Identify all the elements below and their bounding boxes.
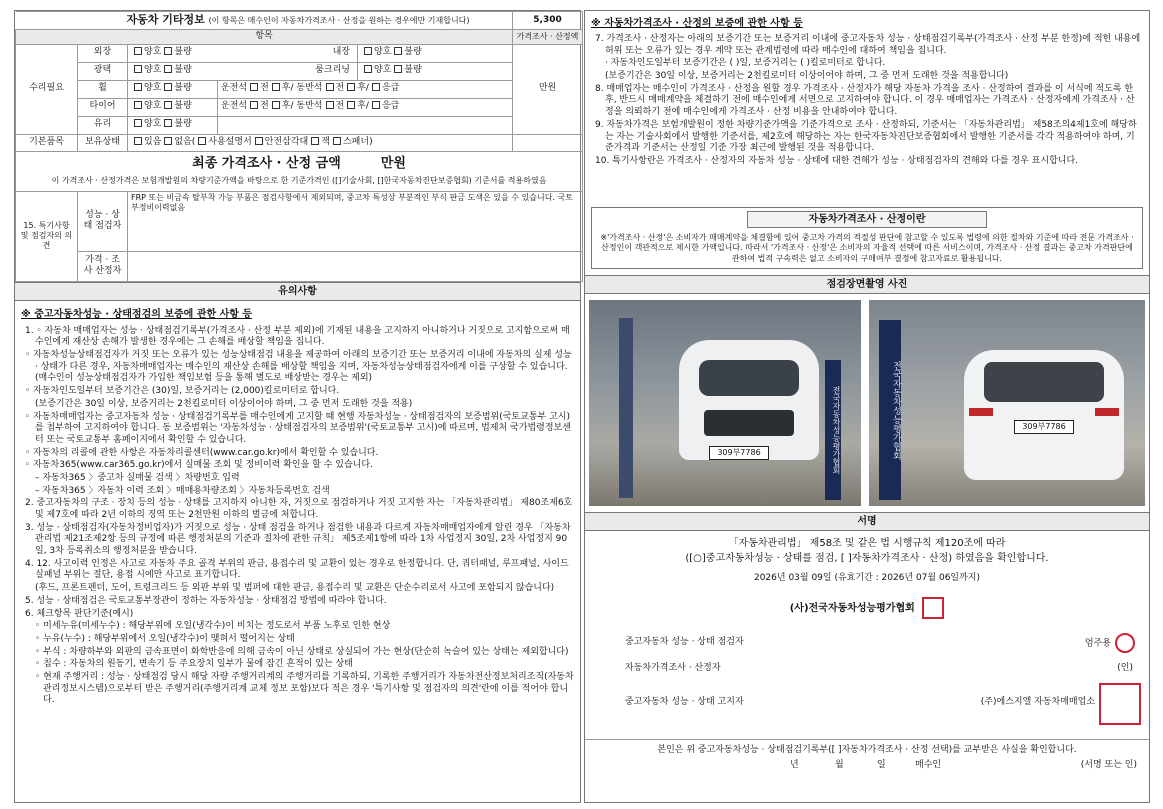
notice-item: ◦ 자동차인도일부터 보증기간은 (30)일, 보증거리는 (2,000)킬로미터로 합니다.	[25, 386, 340, 397]
price-item: 7. 가격조사 · 산정자는 아래의 보증기간 또는 보증거리 이내에 중고자동차 성능 · 상태점검기록부(가격조사 · 산정 부분 한정)에 적힌 내용에 허위 또는 오류가 있는 경우 계약 또는 관계법령에 따라 매수인에 대하여 책임을 집니다.	[595, 34, 1141, 56]
price-col-header: 가격조사 · 산정액	[513, 30, 583, 45]
price-surveyor-in: (인)	[1117, 663, 1133, 674]
price-item: 9. 자동차가격은 보험개발원이 정한 차량기준가액을 기준가격으로 조사 · 산정하되, 기준서는 「자동차관리법」 제58조의4제1호에 해당하는 자는 기술사회에서 발행한 기준서를, 제2호에 해당하는 자는 한국자동차진단보증협회에서 발행한 기준서를 각각 적용하여야 하며, 기준가격과 기준서는 산정일 기준 가장 최근에 발행된 것을 적용합니다.	[595, 119, 1137, 154]
checkbox[interactable]	[164, 119, 172, 127]
other-info-table: 자동차 기타정보 (이 항목은 매수인이 자동차가격조사 · 산정을 원하는 경우에만 기재합니다) 5,300 항목 가격조사 · 산정액 수리필요 외장 양호 불량 내장 양호 불량 만원 광택 양호 불량 룸크리닝 양호 불량 휠 양호 불량 운전석 전 후/ 동반석 전 후/ 응급 타이어 양호 불량 운전석 전 후/ 동반석 전 후/ 응급 유리 양호 불량 기본품목 보유상태 있음 없음( 사용설명서 안전삼각대 잭 스패너) 최종 가격조사 · 산정 금액 만원 이 가격조사 · 산정가격은 보험개발원의 차량기준가액을 바탕으로 한 기준가격인 ([]기술사회, []한국자동차진단보증협회) 기준서를 적용하였음 15. 특기사항 및 점검자의 의견 성능 · 상태 점검자 FRP 또는 비금속 탈부착 가능 부품은 점검사항에서 제외되며, 중고차 특성상 부분적인 부식 판금 도색은 있을 수 있습니다. 국토부정비이력없음 가격 · 조사 산정자	[15, 11, 583, 282]
checkbox[interactable]	[372, 83, 380, 91]
left-column	[14, 10, 581, 803]
checkbox[interactable]	[250, 101, 258, 109]
emergency-label: 응급	[381, 83, 400, 94]
checkbox[interactable]	[326, 101, 334, 109]
checkbox[interactable]	[372, 101, 380, 109]
driver-seat-label: 운전석	[221, 101, 248, 112]
photos-title: 점검장면촬영 사진	[585, 275, 1149, 294]
plate-rear: 309부7786	[1014, 420, 1074, 434]
notice-item: ◦ 자동차365(www.car365.go.kr)에서 실매물 조회 및 정비이력 확인을 할 수 있습니다.	[25, 460, 373, 471]
buyer-label: 매수인	[915, 760, 942, 771]
photos-area	[585, 294, 1149, 512]
notice-item: ◦ 부식 : 차량하부와 외판의 금속표면이 화학반응에 의해 금속이 아닌 상태로 상실되어 가는 현상(단순히 녹슬어 있는 상태는 제외합니다)	[35, 646, 569, 657]
option-label: 사용설명서	[208, 136, 252, 147]
definition-text: ※'가격조사 · 산정'은 소비자가 매매계약을 체결함에 있어 중고차 가격의 적절성 판단에 참고할 수 있도록 법령에 의한 절차와 기준에 따라 전문 가격조사 · 산정인이 객관적으로 제시한 가액입니다. 따라서 '가격조사 · 산정'은 소비자의 자율적 선택에 따른 서비스이며, 가격조사 · 산정 결과는 중고차 가격판단에 관하여 법적 구속력은 없고 소비자의 구매여부 결정에 참고자료로 활용됩니다.	[600, 233, 1134, 263]
notice-item: 4. 12. 사고이력 인정은 사고로 자동차 주요 골격 부위의 판금, 용접수리 및 교환이 있는 경우로 한정합니다. 단, 쿼터패널, 루프패널, 사이드실패널 부위는 절단, 용접 시에만 사고로 표기합니다.	[25, 558, 569, 581]
notifier-seal-stamp	[1099, 683, 1141, 725]
final-desc-end: ]한국자동차진단보증협회) 기준서를 적용하였음	[380, 175, 547, 185]
definition-title: 자동차가격조사 · 산정이란	[747, 211, 987, 228]
option-label: 잭	[321, 136, 330, 147]
notice-item: – 자동차365 〉자동차 이력 조회 〉매매용차량조회 〉자동차등록번호 검색	[35, 485, 330, 496]
option-label: 없음	[174, 136, 192, 147]
checkbox[interactable]	[134, 119, 142, 127]
notice-item: (후드, 프론트펜더, 도어, 트렁크리드 등 외판 부위 및 범퍼에 대한 판금, 용접수리 및 교환은 단순수리로서 사고에 포함되지 않습니다)	[35, 583, 555, 594]
checkbox[interactable]	[134, 47, 142, 55]
option-label: 불량	[404, 65, 422, 76]
checkbox[interactable]	[164, 101, 172, 109]
front-label: 전	[335, 101, 345, 112]
notice-list	[21, 326, 574, 707]
price-item: · 자동차인도일부터 보증기간은 ( )일, 보증거리는 ( )킬로미터로 합니다.	[605, 58, 886, 69]
checkbox[interactable]	[134, 101, 142, 109]
option-label: 안전삼각대	[264, 136, 309, 147]
lift-pillar	[619, 318, 633, 498]
buyer-signature: (서명 또는 인)	[1080, 760, 1137, 771]
final-price-title: 최종 가격조사 · 산정 금액	[192, 156, 341, 172]
checkbox[interactable]	[394, 65, 402, 73]
checkbox[interactable]	[394, 47, 402, 55]
sign-line-2: ([○]중고자동차성능 · 상태를 점검, [ ]자동차가격조사 · 산정) 하였음을 확인합니다.	[685, 553, 1049, 565]
inspector-name: 엄주용	[1084, 638, 1111, 649]
signature-title: 서명	[585, 512, 1149, 531]
notice-item: ◦ 침수 : 자동차의 원동기, 변속기 등 주요장치 일부가 물에 잠긴 흔적이 있는 상태	[35, 659, 353, 670]
signature-section	[585, 531, 1149, 789]
tail-light	[1095, 408, 1119, 416]
rear-label: 후	[357, 83, 366, 94]
front-label: 전	[260, 101, 269, 112]
notice-item: (보증기간은 30일 이상, 보증거리는 2천킬로미터 이상이어야 하며, 그 중 먼저 도래한 것을 적용)	[35, 398, 413, 409]
checkbox[interactable]	[364, 47, 372, 55]
date-day: 일	[877, 760, 886, 771]
option-label: 양호	[144, 101, 162, 112]
row-label: 광택	[78, 62, 128, 80]
front-label: 전	[335, 83, 345, 94]
checkbox[interactable]	[164, 83, 172, 91]
checkbox[interactable]	[198, 137, 206, 145]
checkbox[interactable]	[134, 65, 142, 73]
option-label: 양호	[144, 119, 162, 130]
notice-item: ◦ 미세누유(미세누수) : 해당부위에 오일(냉각수)이 비치는 정도로서 부품 노후로 인한 현상	[35, 621, 391, 632]
price-item: 8. 매매업자는 매수인이 가격조사 · 산정을 원할 경우 가격조사 · 산정자가 해당 자동차 가격을 조사 · 산정하여 결과를 이 서식에 적도록 한 후, 반드시 매매계약을 체결하기 전에 매수인에게 서면으로 고지하여야 합니다. 이 경우 매매업자는 가격조사 · 산정자에게 가격조사 · 산정을 의뢰하기 전에 매수인에게 가격조사 · 산정 비용을 안내하여야 합니다.	[595, 83, 1135, 118]
repair-unit: 만원	[513, 44, 583, 134]
checkbox[interactable]	[272, 83, 280, 91]
option-label: 불량	[174, 101, 192, 112]
date-year: 년	[790, 760, 799, 771]
notice-item: ◦ 누유(누수) : 해당부위에서 오일(냉각수)이 맺혀서 떨어지는 상태	[35, 633, 295, 644]
notifier-name: (주)에스지엘 자동차매매업소	[980, 697, 1095, 708]
notifier-label: 중고자동차 성능 · 상태 고지자	[625, 697, 744, 708]
notice-title: 유의사항	[15, 282, 580, 301]
notice-heading: ※ 중고자동차성능 · 상태점검의 보증에 관한 사항 등	[21, 308, 253, 320]
rear-label: 후	[281, 83, 291, 94]
option-label: 불량	[174, 47, 192, 58]
option-label: 불량	[404, 47, 422, 58]
inspector-opinion: FRP 또는 비금속 탈부착 가능 부품은 점검사항에서 제외되며, 중고차 특성상 부분적인 부식 판금 도색은 있을 수 있습니다. 국토부정비이력없음	[128, 191, 583, 251]
option-label: 불량	[174, 65, 192, 76]
rear-label: 후	[357, 101, 366, 112]
checkbox[interactable]	[164, 65, 172, 73]
definition-box	[591, 207, 1143, 269]
sign-date: 2026년 03월 09일 (유효기간 : 2026년 07월 06일까지)	[753, 573, 981, 584]
row-label: 룸크리닝	[315, 65, 350, 76]
row-label: 유리	[78, 116, 128, 134]
notice-item: 3. 성능 · 상태점검자(자동차정비업자)가 거짓으로 성능 · 상태 점검을 하거나 점검한 내용과 다르게 자동차매매업자에게 알린 경우 「자동차관리법 제21조제2항 등의 규정에 따른 행정처분의 기준과 절차에 관한 규칙」 제5조제1항에 따라 1차 사업정지 30일, 2차 사업정지 90일, 3차 등록취소의 행정처분을 받습니다.	[25, 522, 571, 557]
receipt-confirm: 본인은 위 중고자동차성능 · 상태점검기록부([ ]자동차가격조사 · 산정 선택)를 교부받은 사실을 확인합니다.	[657, 745, 1077, 756]
divider	[585, 739, 1149, 740]
price-guarantee-heading: ※ 자동차가격조사 · 산정의 보증에 관한 사항 등	[591, 18, 803, 29]
association-banner: 전국자동차성능평가협회	[825, 360, 841, 500]
other-info-note: (이 항목은 매수인이 자동차가격조사 · 산정을 원하는 경우에만 기재합니다)	[208, 16, 470, 26]
option-label: 양호	[374, 65, 392, 76]
option-label: 양호	[144, 65, 162, 76]
rear-photo	[869, 300, 1145, 506]
notice-item: 5. 성능 · 상태점검은 국토교통부장관이 정하는 자동차성능 · 상태점검 방법에 따라야 합니다.	[25, 595, 387, 606]
checkbox[interactable]	[326, 83, 334, 91]
basic-items-label: 기본품목	[16, 134, 78, 151]
checkbox[interactable]	[347, 83, 355, 91]
rear-label: 후	[281, 101, 291, 112]
checkbox[interactable]	[255, 137, 263, 145]
right-column	[584, 10, 1150, 803]
option-label: 불량	[174, 119, 192, 130]
final-price-unit: 만원	[380, 156, 406, 172]
notice-item: ◦ 현재 주행거리 : 성능 · 상태점검 당시 해당 자량 주행거리계의 주행거리를 기록하되, 기록한 주행거리가 자동차전산정보처리조직(자동차관리정보시스템)으로부터 받은 주행거리(주행거리계 교체 정보 포함)보다 적은 경우 '특기사항 및 점검자의 의견'란에 이를 적어야 합니다.	[35, 671, 574, 706]
price-item: (보증기간은 30일 이상, 보증거리는 2천킬로미터 이상이어야 하며, 그 중 먼저 도래한 것을 적용합니다)	[605, 71, 1009, 82]
final-desc: 이 가격조사 · 산정가격은 보험개발원의 차량기준가액을 바탕으로 한 기준가격인 ([	[51, 175, 339, 185]
checkbox[interactable]	[250, 83, 258, 91]
tail-light	[969, 408, 993, 416]
checkbox[interactable]	[311, 137, 319, 145]
option-label: 있음	[144, 136, 162, 147]
option-label: 양호	[374, 47, 392, 58]
checkbox[interactable]	[347, 101, 355, 109]
option-label: 양호	[144, 47, 162, 58]
price-item: 10. 특기사항란은 가격조사 · 산정자의 자동차 성능 · 상태에 대한 견해가 성능 · 상태점검자의 견해와 다를 경우 표시합니다.	[595, 155, 1079, 166]
notice-item: ◦ 자동차성능상태점검자가 거짓 또는 오류가 있는 성능상태점검 내용을 제공하여 아래의 보증기간 또는 보증거리 이내에 자동차의 실제 성능 · 상태가 다른 경우, 자동차매매업자는 매수인의 재산상 손해를 배상할 책임을 지며, 자동차성능상태점검자에게 이를 구상할 수 있습니다. (매수인이 성능상태점검자가 가입한 책임보험 등을 통해 별도로 배상받는 경우는 제외)	[25, 350, 572, 384]
special-notes-label: 15. 특기사항 및 점검자의 의견	[16, 191, 78, 281]
inspector-label: 중고자동차 성능 · 상태 점검자	[625, 637, 744, 648]
checkbox[interactable]	[364, 65, 372, 73]
checkbox[interactable]	[164, 47, 172, 55]
notice-item: ◦ 자동차의 리콜에 관한 사항은 자동차리콜센터(www.car.go.kr)에서 확인할 수 있습니다.	[25, 447, 379, 458]
option-label: 양호	[144, 83, 162, 94]
front-label: 전	[260, 83, 269, 94]
possession-label: 보유상태	[78, 134, 128, 151]
checkbox[interactable]	[164, 137, 172, 145]
row-label: 타이어	[78, 98, 128, 116]
checkbox[interactable]	[134, 137, 142, 145]
windshield	[699, 360, 799, 396]
org-name: (사)전국자동차성능평가협회	[789, 602, 915, 614]
other-info-title: 자동차 기타정보	[126, 13, 205, 27]
option-label: 불량	[174, 83, 192, 94]
notice-item: 6. 체크항목 판단기준(예시)	[25, 608, 134, 619]
option-label: 스패너	[342, 136, 370, 147]
association-banner: 전국자동차성능평가협회	[879, 320, 901, 500]
emergency-label: 응급	[381, 101, 400, 112]
car-body	[679, 340, 819, 460]
row-label: 외장	[78, 44, 128, 62]
inspector-sub-label: 성능 · 상태 점검자	[78, 191, 128, 251]
notice-item: ◦ 자동차매매업자는 중고자동차 성능 · 상태점검기록부를 매수인에게 고지할 때 현행 자동차성능 · 상태점검자의 보증범위(국토교통부 고시)를 첨부하여 고지하여야 합니다. 동 보증범위는 '자동차성능 · 상태점검자의 보증범위'(국토교통부 고시)에 따르며, 법제처 국가법령정보센터 또는 국토교통부 홈페이지에서 확인할 수 있습니다.	[25, 411, 571, 445]
plate-front: 309부7786	[709, 446, 769, 460]
org-seal-stamp	[922, 597, 944, 619]
rear-window	[984, 362, 1104, 402]
item-header: 항목	[16, 30, 513, 45]
front-photo	[589, 300, 861, 506]
row-label: 휠	[78, 80, 128, 98]
notice-item: – 자동차365 〉중고차 실매물 검색 〉차량번호 입력	[35, 472, 240, 483]
passenger-seat-label: 동반석	[296, 83, 323, 94]
price-surveyor-sub-label: 가격 · 조사 산정자	[78, 251, 128, 281]
other-info-amount: 5,300	[513, 12, 583, 30]
notice-body	[15, 301, 580, 712]
sign-line-1: 「자동차관리법」 제58조 및 같은 법 시행규칙 제120조에 따라	[728, 538, 1006, 550]
checkbox[interactable]	[272, 101, 280, 109]
price-guarantee-section	[585, 11, 1149, 207]
driver-seat-label: 운전석	[221, 83, 248, 94]
row-label: 내장	[332, 47, 350, 58]
price-surveyor-label: 자동차가격조사 · 산정자	[625, 663, 721, 674]
grille	[704, 410, 794, 436]
notice-item: 1. ◦ 자동차 매매업자는 성능 · 상태점검기록부(가격조사 · 산정 부분 제외)에 기재된 내용을 고지하지 아니하거나 거짓으로 고지함으로써 매수인에게 재산상 손해가 발생한 경우에는 그 손해를 배상할 책임을 집니다.	[25, 325, 570, 348]
inspector-seal-stamp	[1115, 633, 1135, 653]
repair-needed-label: 수리필요	[16, 44, 78, 134]
checkbox[interactable]	[333, 137, 341, 145]
final-desc-mid: ]기술사회, [	[338, 175, 381, 185]
notice-item: 2. 중고자동차의 구조 · 장치 등의 성능 · 상태를 고지하지 아니한 자, 거짓으로 점검하거나 거짓 고지한 자는 「자동차관리법」 제80조제6호 및 제7호에 따라 2년 이하의 징역 또는 2천만원 이하의 벌금에 처합니다.	[25, 498, 573, 520]
date-month: 월	[835, 760, 844, 771]
checkbox[interactable]	[134, 83, 142, 91]
passenger-seat-label: 동반석	[296, 101, 323, 112]
inspector-sign	[1085, 633, 1135, 653]
